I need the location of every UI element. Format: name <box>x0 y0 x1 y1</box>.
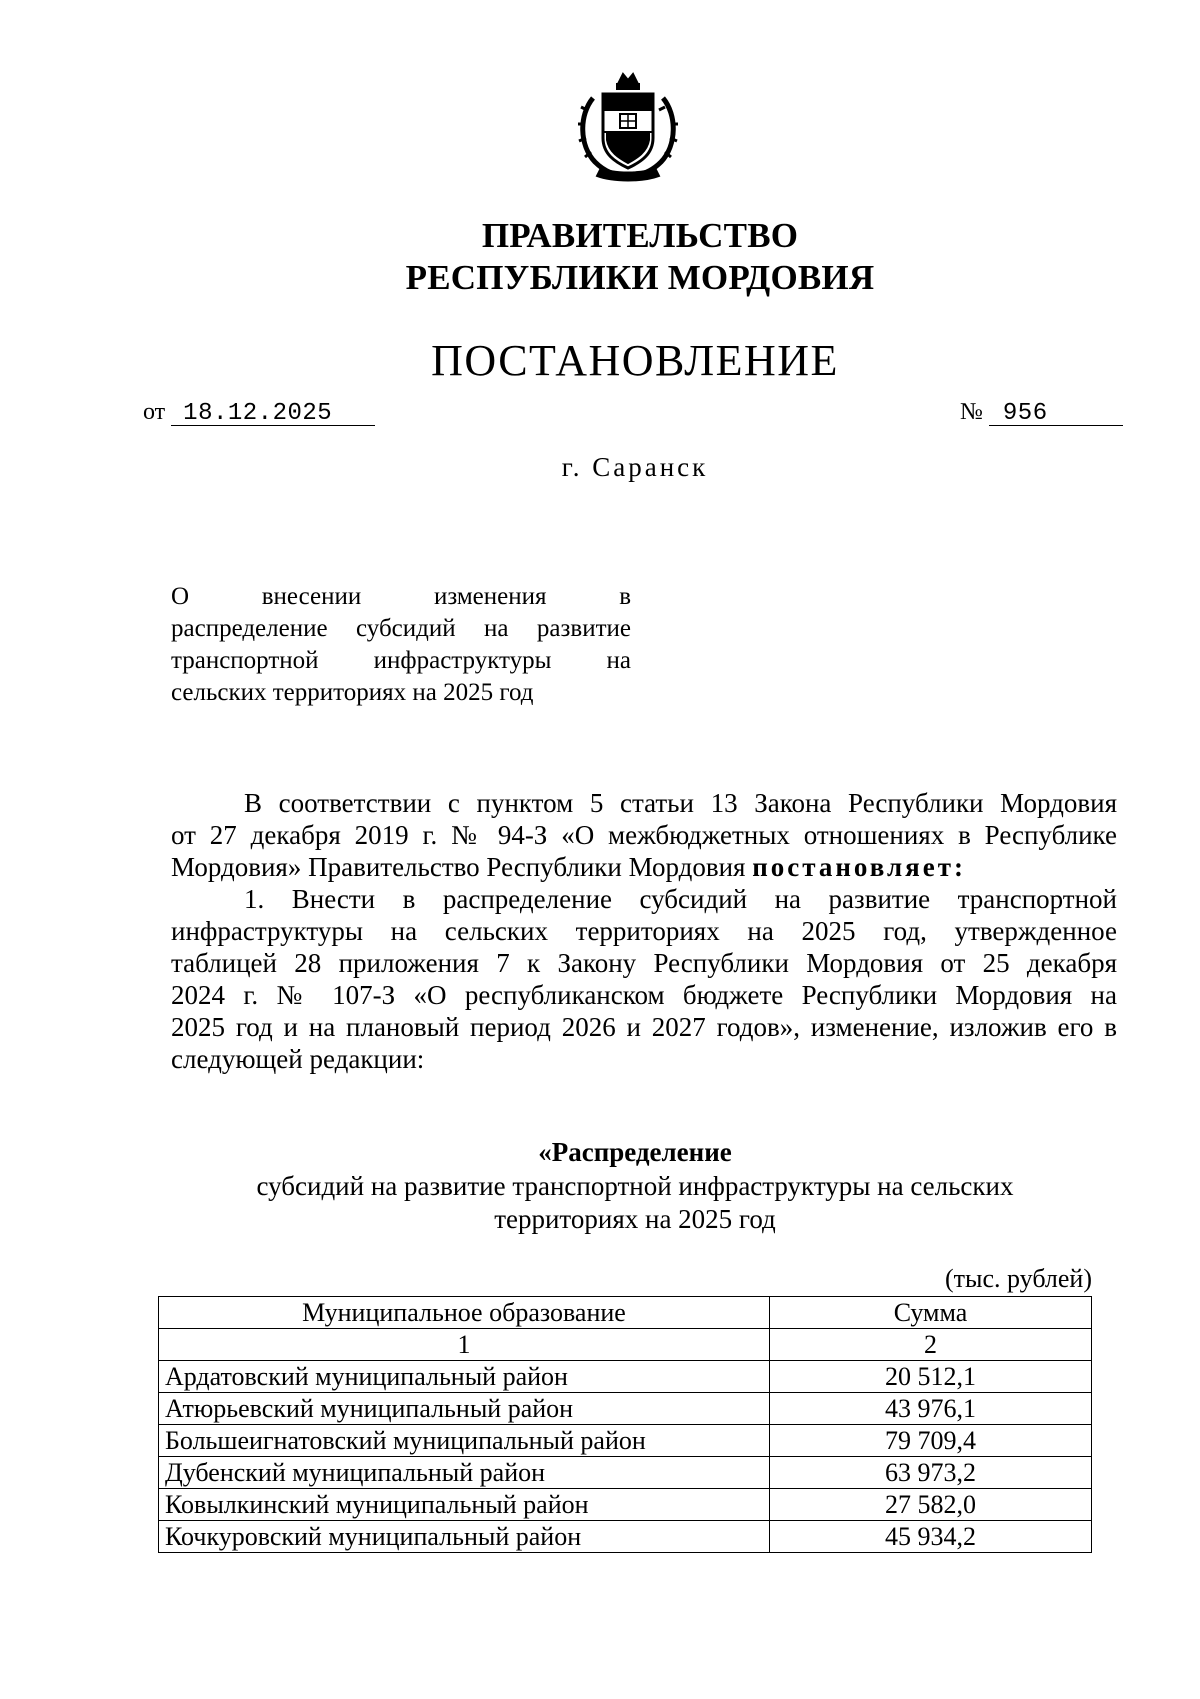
city: г. Саранск <box>561 452 709 482</box>
table-header-row <box>159 1297 1092 1329</box>
column-header-municipality: Муниципальное образование <box>159 1297 770 1329</box>
document-number: 956 <box>989 403 1123 426</box>
subject-line-1 <box>171 581 631 613</box>
document-type: ПОСТАНОВЛЕНИЕ <box>431 336 839 385</box>
body-line: В соответствии с пунктом 5 статьи 13 Закона Республики Мордовия <box>244 788 1117 818</box>
document-subject <box>171 581 631 709</box>
paragraph-preamble <box>171 787 1117 883</box>
column-index: 1 <box>159 1329 770 1361</box>
column-index: 2 <box>770 1329 1092 1361</box>
table-row <box>159 1489 1092 1521</box>
municipality-cell: Атюрьевский муниципальный район <box>159 1393 770 1425</box>
coat-of-arms-icon <box>573 70 683 182</box>
subject-word: О <box>171 583 190 610</box>
number-block <box>960 399 1123 426</box>
table-row <box>159 1425 1092 1457</box>
subject-word: внесении <box>261 583 362 610</box>
table-row <box>159 1521 1092 1553</box>
subject-line-3: транспортной инфраструктуры на <box>171 647 631 674</box>
subject-line-4: сельских территориях на 2025 год <box>171 679 534 706</box>
column-header-amount: Сумма <box>770 1297 1092 1329</box>
amount-cell: 63 973,2 <box>770 1457 1092 1489</box>
document-body <box>171 787 1117 1075</box>
table-units: (тыс. рублей) <box>944 1264 1092 1293</box>
body-line: 1. Внести в распределение субсидий на развитие транспортной <box>244 884 1117 914</box>
subject-word: в <box>619 583 631 610</box>
body-line: инфраструктуры на сельских территориях на 2025 год, утвержденное <box>171 916 1117 946</box>
body-line-with-emphasis <box>171 851 1117 883</box>
subject-word: изменения <box>433 583 547 610</box>
paragraph-item-1 <box>171 883 1117 1075</box>
body-line: следующей редакции: <box>171 1044 425 1074</box>
municipality-cell: Большеигнатовский муниципальный район <box>159 1425 770 1457</box>
municipality-cell: Ардатовский муниципальный район <box>159 1361 770 1393</box>
column-index-row <box>159 1329 1092 1361</box>
amount-cell: 45 934,2 <box>770 1521 1092 1553</box>
body-line: 2024 г. № 107-З «О республиканском бюджете Республики Мордовия на <box>171 980 1117 1010</box>
org-name-line1: ПРАВИТЕЛЬСТВО <box>481 216 799 255</box>
amount-cell: 43 976,1 <box>770 1393 1092 1425</box>
body-line: 2025 год и на плановый период 2026 и 2027 годов», изменение, изложив его в <box>171 1012 1117 1042</box>
date-block <box>143 399 375 426</box>
number-prefix: № <box>960 399 983 425</box>
body-line-text: Мордовия» Правительство Республики Мордовия <box>171 852 746 882</box>
municipality-cell: Ковылкинский муниципальный район <box>159 1489 770 1521</box>
table-subtitle-line1: субсидий на развитие транспортной инфраструктуры на сельских <box>256 1171 1014 1201</box>
amount-cell: 20 512,1 <box>770 1361 1092 1393</box>
resolves-keyword: постановляет: <box>752 852 966 882</box>
table-row <box>159 1361 1092 1393</box>
distribution-table <box>158 1296 1092 1553</box>
body-line: таблицей 28 приложения 7 к Закону Республики Мордовия от 25 декабря <box>171 948 1117 978</box>
table-title: «Распределение <box>538 1137 732 1167</box>
subject-line-2: распределение субсидий на развитие <box>171 615 631 642</box>
document-date: 18.12.2025 <box>171 403 375 426</box>
amount-cell: 79 709,4 <box>770 1425 1092 1457</box>
table-row <box>159 1457 1092 1489</box>
table-row <box>159 1393 1092 1425</box>
municipality-cell: Дубенский муниципальный район <box>159 1457 770 1489</box>
amount-cell: 27 582,0 <box>770 1489 1092 1521</box>
body-line: от 27 декабря 2019 г. № 94-З «О межбюджетных отношениях в Республике <box>171 820 1117 850</box>
table-subtitle-line2: территориях на 2025 год <box>494 1204 776 1234</box>
municipality-cell: Кочкуровский муниципальный район <box>159 1521 770 1553</box>
org-name-line2: РЕСПУБЛИКИ МОРДОВИЯ <box>405 258 875 297</box>
date-prefix: от <box>143 399 166 425</box>
